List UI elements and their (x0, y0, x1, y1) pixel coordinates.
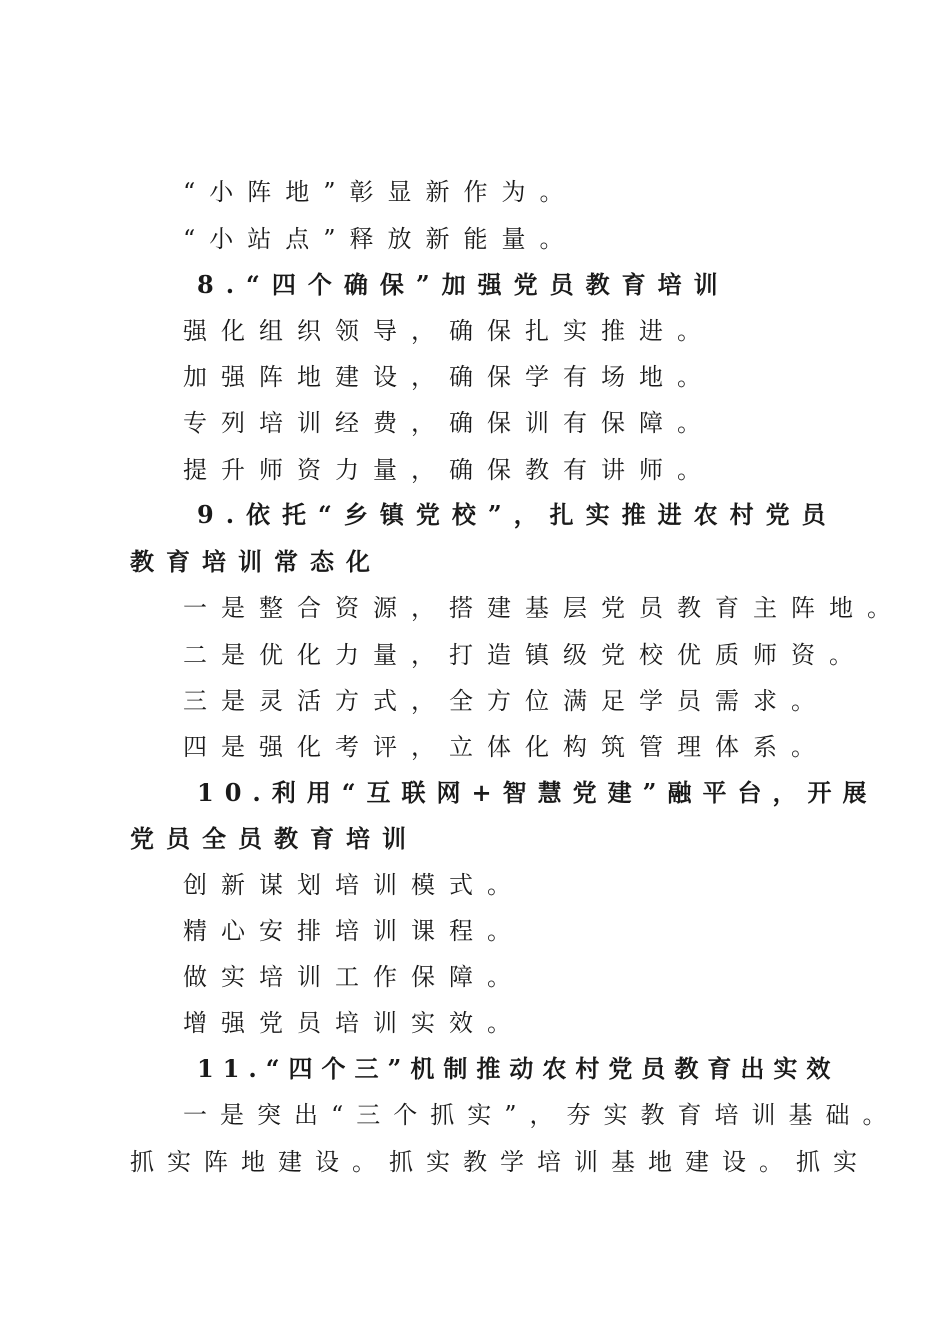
body-line: 一是突出“三个抓实”，夯实教育培训基础。 (183, 1101, 900, 1129)
body-line: “小阵地”彰显新作为。 (183, 178, 578, 206)
body-line: “小站点”释放新能量。 (183, 225, 578, 253)
section-heading: 11.“四个三”机制推动农村党员教育出实效 (197, 1054, 840, 1083)
body-line: 一是整合资源，搭建基层党员教育主阵地。 (183, 594, 905, 622)
body-line: 加强阵地建设，确保学有场地。 (183, 363, 715, 391)
body-line: 三是灵活方式，全方位满足学员需求。 (183, 687, 829, 715)
section-heading: 8.“四个确保”加强党员教育培训 (197, 270, 730, 299)
body-line: 创新谋划培训模式。 (183, 871, 525, 899)
body-line: 提升师资力量，确保教有讲师。 (183, 456, 715, 484)
body-line: 四是强化考评，立体化构筑管理体系。 (183, 733, 829, 761)
body-line: 强化组织领导，确保扎实推进。 (183, 317, 715, 345)
body-line: 增强党员培训实效。 (183, 1009, 525, 1037)
section-heading: 10.利用“互联网+智慧党建”融平台，开展 (197, 778, 878, 807)
section-heading: 9.依托“乡镇党校”，扎实推进农村党员 (197, 500, 838, 529)
body-line: 精心安排培训课程。 (183, 917, 525, 945)
body-line: 做实培训工作保障。 (183, 963, 525, 991)
section-heading-continued: 党员全员教育培训 (130, 824, 418, 853)
body-line: 抓实阵地建设。抓实教学培训基地建设。抓实 (130, 1148, 870, 1176)
section-heading-continued: 教育培训常态化 (130, 547, 382, 576)
body-line: 二是优化力量，打造镇级党校优质师资。 (183, 641, 867, 669)
body-line: 专列培训经费，确保训有保障。 (183, 409, 715, 437)
